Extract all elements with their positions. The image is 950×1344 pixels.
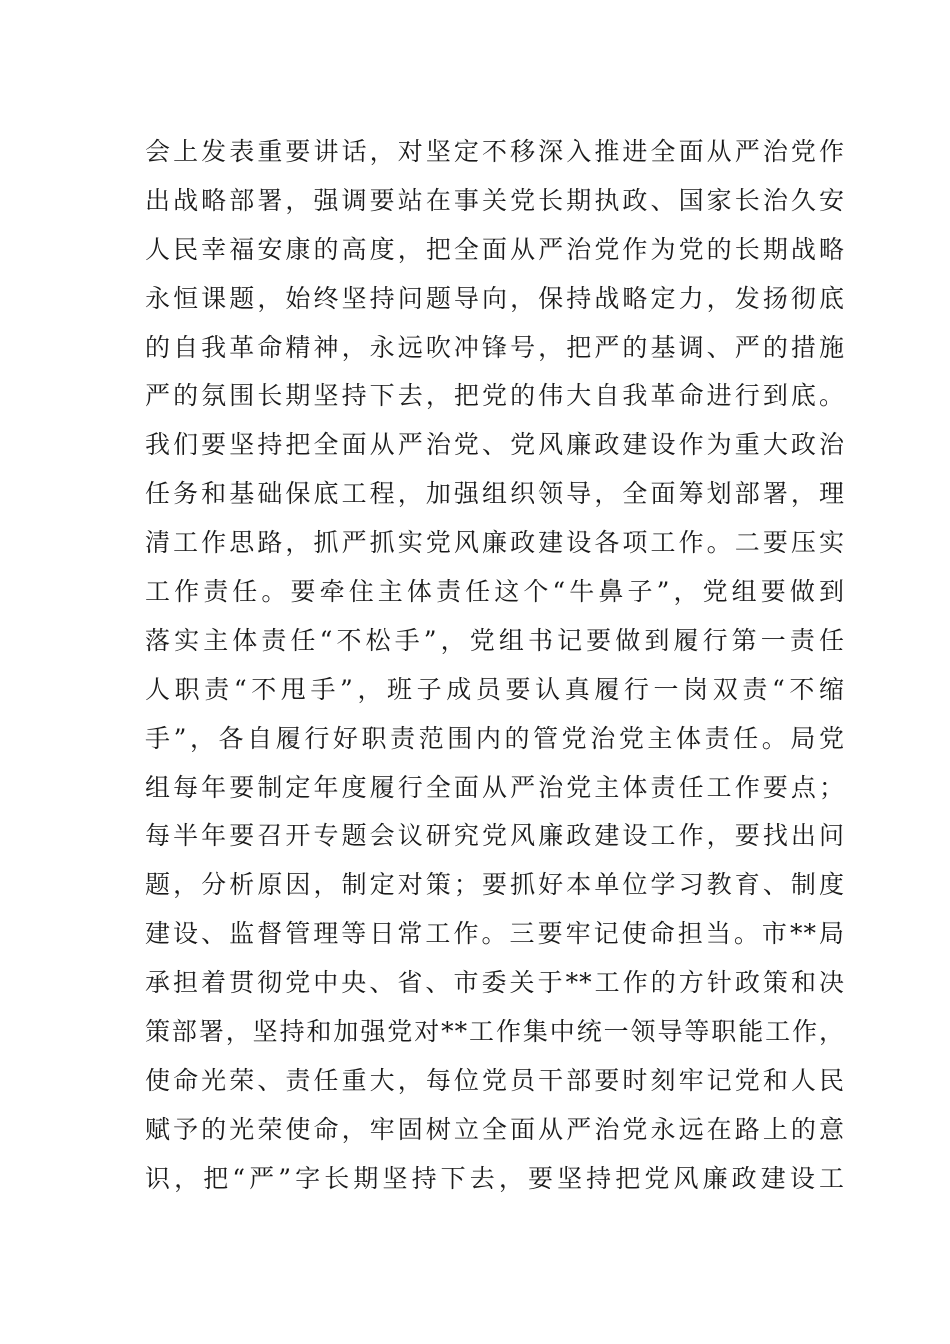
text-line: 赋予的光荣使命，牢固树立全面从严治党永远在路上的意	[145, 1114, 845, 1144]
text-line: 建设、监督管理等日常工作。三要牢记使命担当。市**局	[145, 919, 845, 949]
text-line: 组每年要制定年度履行全面从严治党主体责任工作要点；	[145, 772, 845, 802]
text-line: 任务和基础保底工程，加强组织领导，全面筹划部署，理	[145, 479, 845, 509]
text-line: 清工作思路，抓严抓实党风廉政建设各项工作。二要压实	[145, 528, 845, 558]
text-line: 策部署，坚持和加强党对**工作集中统一领导等职能工作，	[145, 1017, 845, 1047]
text-line: 识，把“严”字长期坚持下去，要坚持把党风廉政建设工	[145, 1163, 845, 1193]
body-text	[145, 128, 845, 1204]
text-line: 的自我革命精神，永远吹冲锋号，把严的基调、严的措施	[145, 332, 845, 362]
text-line: 永恒课题，始终坚持问题导向，保持战略定力，发扬彻底	[145, 283, 845, 313]
text-line: 人民幸福安康的高度，把全面从严治党作为党的长期战略	[145, 234, 845, 264]
text-line: 使命光荣、责任重大，每位党员干部要时刻牢记党和人民	[145, 1065, 845, 1095]
text-line: 会上发表重要讲话，对坚定不移深入推进全面从严治党作	[145, 137, 845, 166]
text-line: 我们要坚持把全面从严治党、党风廉政建设作为重大政治	[145, 430, 845, 460]
text-line: 承担着贯彻党中央、省、市委关于**工作的方针政策和决	[145, 968, 845, 998]
text-line: 人职责“不甩手”，班子成员要认真履行一岗双责“不缩	[145, 674, 845, 704]
text-line: 严的氛围长期坚持下去，把党的伟大自我革命进行到底。	[145, 381, 845, 411]
text-line: 出战略部署，强调要站在事关党长期执政、国家长治久安	[145, 185, 845, 215]
text-line: 题，分析原因，制定对策；要抓好本单位学习教育、制度	[145, 870, 845, 900]
text-line: 每半年要召开专题会议研究党风廉政建设工作，要找出问	[145, 821, 845, 851]
text-line: 手”，各自履行好职责范围内的管党治党主体责任。局党	[145, 723, 845, 753]
text-line: 落实主体责任“不松手”，党组书记要做到履行第一责任	[145, 625, 845, 655]
text-line: 工作责任。要牵住主体责任这个“牛鼻子”，党组要做到	[145, 577, 845, 607]
